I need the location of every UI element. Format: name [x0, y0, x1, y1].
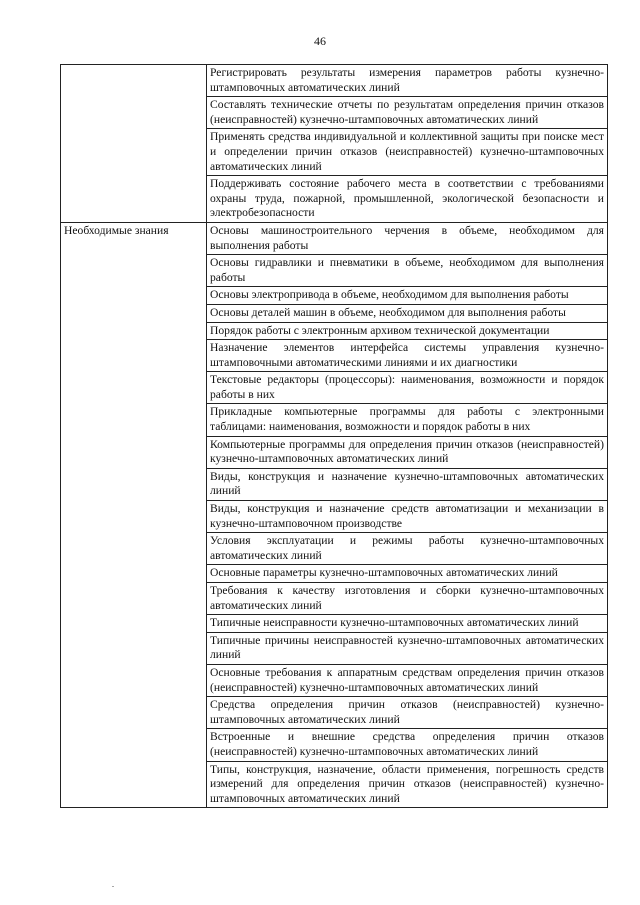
- section-label: Необходимые знания: [61, 222, 207, 807]
- requirement-item: Типичные неисправности кузнечно-штамповочных автоматических линий: [207, 615, 608, 633]
- requirement-item: Основные требования к аппаратным средствам определения причин отказов (неисправностей) кузнечно-штамповочных автоматических линий: [207, 664, 608, 696]
- requirement-item: Условия эксплуатации и режимы работы кузнечно-штамповочных автоматических линий: [207, 533, 608, 565]
- requirement-item: Типичные причины неисправностей кузнечно-штамповочных автоматических линий: [207, 632, 608, 664]
- requirement-item: Виды, конструкция и назначение средств автоматизации и механизации в кузнечно-штамповочном производстве: [207, 501, 608, 533]
- requirement-item: Типы, конструкция, назначение, области применения, погрешность средств измерений для определения причин отказов (неисправностей) кузнечно-штамповочных автоматических линий: [207, 761, 608, 808]
- requirement-item: Регистрировать результаты измерения параметров работы кузнечно-штамповочных автоматических линий: [207, 65, 608, 97]
- requirement-item: Встроенные и внешние средства определения причин отказов (неисправностей) кузнечно-штамповочных автоматических линий: [207, 729, 608, 761]
- requirement-item: Компьютерные программы для определения причин отказов (неисправностей) кузнечно-штамповочных автоматических линий: [207, 436, 608, 468]
- requirement-item: Основные параметры кузнечно-штамповочных автоматических линий: [207, 565, 608, 583]
- requirement-item: Основы электропривода в объеме, необходимом для выполнения работы: [207, 287, 608, 305]
- requirements-table-body: [61, 65, 608, 808]
- requirements-table: [60, 64, 608, 808]
- requirement-item: Назначение элементов интерфейса системы управления кузнечно-штамповочными автоматическими линиями и их диагностики: [207, 340, 608, 372]
- bottom-mark: .: [112, 880, 114, 889]
- table-row: [61, 222, 608, 254]
- section-label: [61, 65, 207, 223]
- page-number: 46: [314, 34, 326, 48]
- requirement-item: Применять средства индивидуальной и коллективной защиты при поиске мест и определении причин отказов (неисправностей) кузнечно-штамповочных автоматических линий: [207, 129, 608, 176]
- requirement-item: Порядок работы с электронным архивом технической документации: [207, 322, 608, 340]
- requirement-item: Прикладные компьютерные программы для работы с электронными таблицами: наименования, возможности и порядок работы в них: [207, 404, 608, 436]
- requirement-item: Основы машиностроительного черчения в объеме, необходимом для выполнения работы: [207, 222, 608, 254]
- requirement-item: Виды, конструкция и назначение кузнечно-штамповочных автоматических линий: [207, 468, 608, 500]
- requirement-item: Поддерживать состояние рабочего места в соответствии с требованиями охраны труда, пожарной, промышленной, экологической безопасности и электробезопасности: [207, 176, 608, 223]
- table-row: [61, 65, 608, 97]
- requirement-item: Основы гидравлики и пневматики в объеме, необходимом для выполнения работы: [207, 255, 608, 287]
- requirement-item: Составлять технические отчеты по результатам определения причин отказов (неисправностей) кузнечно-штамповочных автоматических линий: [207, 97, 608, 129]
- requirement-item: Требования к качеству изготовления и сборки кузнечно-штамповочных автоматических линий: [207, 583, 608, 615]
- requirement-item: Основы деталей машин в объеме, необходимом для выполнения работы: [207, 304, 608, 322]
- requirement-item: Текстовые редакторы (процессоры): наименования, возможности и порядок работы в них: [207, 372, 608, 404]
- requirement-item: Средства определения причин отказов (неисправностей) кузнечно-штамповочных автоматических линий: [207, 697, 608, 729]
